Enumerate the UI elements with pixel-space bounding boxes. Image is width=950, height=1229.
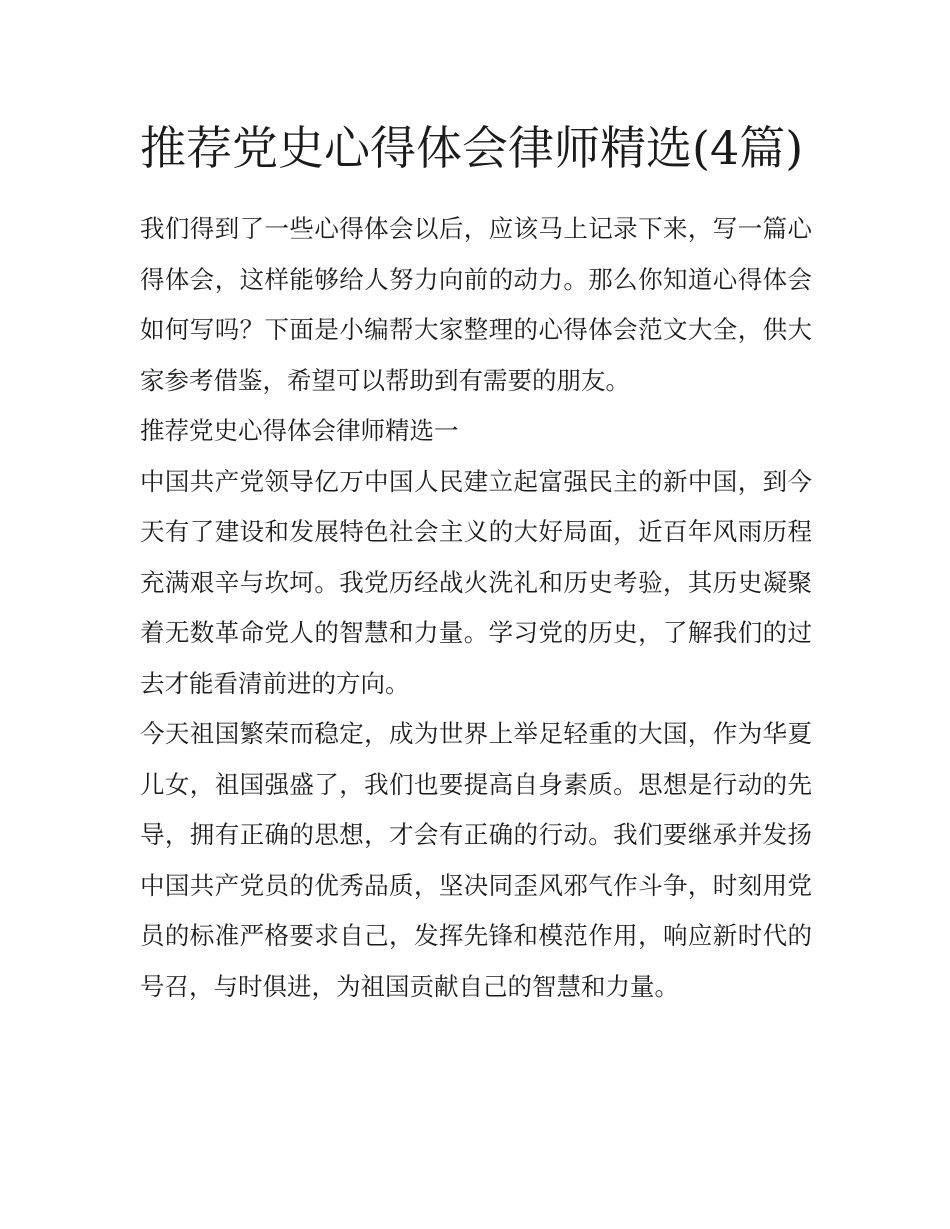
document-title: 推荐党史心得体会律师精选(4篇) xyxy=(140,121,804,175)
intro-paragraph: 我们得到了一些心得体会以后，应该马上记录下来，写一篇心得体会，这样能够给人努力向前的动力。那么你知道心得体会如何写吗？下面是小编帮大家整理的心得体会范文大全，供大家参考借鉴，希望可以帮助到有需要的朋友。 xyxy=(140,214,812,395)
body-paragraph-2: 今天祖国繁荣而稳定，成为世界上举足轻重的大国，作为华夏儿女，祖国强盛了，我们也要提高自身素质。思想是行动的先导，拥有正确的思想，才会有正确的行动。我们要继承并发扬中国共产党员的优秀品质，坚决同歪风邪气作斗争，时刻用党员的标准严格要求自己，发挥先锋和模范作用，响应新时代的号召，与时俱进，为祖国贡献自己的智慧和力量。 xyxy=(140,719,812,1001)
document-page xyxy=(140,112,812,1012)
section-heading: 推荐党史心得体会律师精选一 xyxy=(140,416,459,445)
body-paragraph-1: 中国共产党领导亿万中国人民建立起富强民主的新中国，到今天有了建设和发展特色社会主义的大好局面，近百年风雨历程充满艰辛与坎坷。我党历经战火洗礼和历史考验，其历史凝聚着无数革命党人的智慧和力量。学习党的历史，了解我们的过去才能看清前进的方向。 xyxy=(140,466,812,698)
